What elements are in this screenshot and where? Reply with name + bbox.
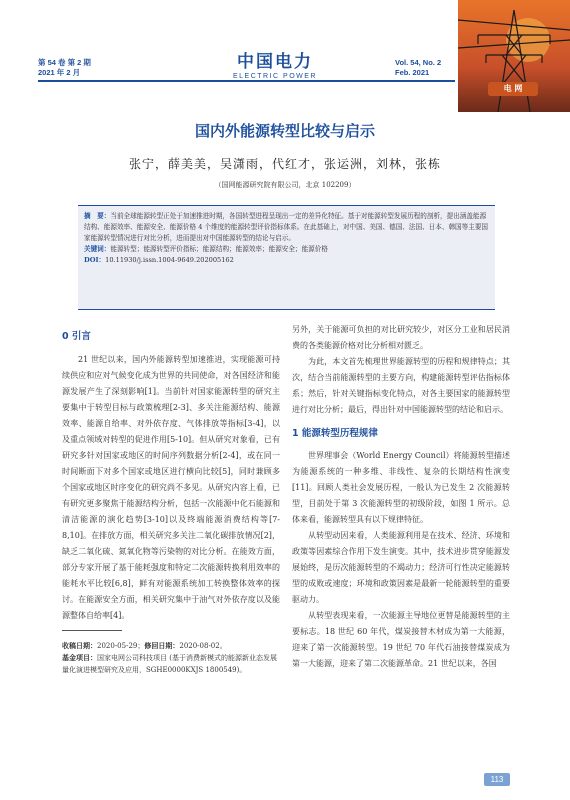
revised-date: 2020-08-02。 — [179, 642, 227, 650]
paragraph-right-1: 另外，关于能源可负担的对比研究较少，对区分工业和居民消费的各类能源价格对比分析相对匮乏。 — [292, 325, 510, 350]
doi-link[interactable]: 10.11930/j.issn.1004-9649.202005162 — [105, 256, 234, 264]
abstract-label: 摘 要： — [84, 212, 111, 220]
journal-name-en: ELECTRIC POWER — [232, 73, 317, 80]
section-heading-1: 1 能源转型历程规律 — [292, 428, 378, 439]
left-column — [62, 352, 280, 624]
power-tower-image — [458, 0, 570, 112]
keywords-label: 关键词： — [84, 245, 111, 253]
date-cn: 2021 年 2 月 — [38, 68, 81, 77]
fund-line — [62, 652, 280, 676]
header-rule — [38, 80, 455, 82]
revised-label: 修回日期： — [144, 641, 180, 650]
doi-label: DOI： — [84, 256, 106, 264]
footnote — [62, 640, 280, 676]
section-heading-0: 0 引言 — [62, 331, 91, 342]
received-date: 2020-05-29； — [97, 642, 145, 650]
abstract-body — [84, 211, 489, 244]
paragraph-right-4: 从转型动因来看，人类能源利用是在技术、经济、环境和政策等因素综合作用下发生演变。其中，技术进步贯穿能源发展始终，是历次能源转型的不竭动力；经济可行性决定能源转型的成败或速度；环境和政策因素是最新一轮能源转型的重要驱动力。 — [292, 531, 510, 604]
abstract-text: 当前全球能源转型正处于加速推进时期，各国转型进程呈现出一定的差异化特征。基于对能源转型发展历程的剖析，提出涵盖能源结构、能源效率、能源安全、能源价格 4 个维度的能源转型评价指标体系。在此基础上，对中国、美国、德国、法国、日本、韩国等主要国家能源转型情况进行对比分析，进而提出对中国能源转型的结论与启示。 — [84, 212, 489, 242]
keywords-text: 能源转型；能源转型评价指标；能源结构；能源效率；能源安全；能源价格 — [110, 245, 328, 253]
header-right — [395, 58, 441, 78]
abstract-box — [78, 205, 495, 310]
fund-text: 国家电网公司科技项目 (基于消费新模式的能源新业态发展量化演进模型研究及应用，SGHE0000KXJS 1800549)。 — [62, 654, 277, 674]
page-number: 113 — [484, 773, 510, 786]
footnote-rule — [62, 630, 122, 631]
keywords — [84, 244, 489, 255]
section-tag: 电 网 — [488, 82, 538, 96]
journal-name-cn: 中国电力 — [237, 52, 313, 71]
fund-label: 基金项目： — [62, 653, 97, 662]
author-affiliation: （国网能源研究院有限公司，北京 102209） — [214, 181, 356, 189]
article-authors: 张宁，薛美美，吴潇雨，代红才，张运洲，刘林，张栋 — [128, 157, 441, 171]
dates-line — [62, 640, 280, 652]
paragraph-left-1: 21 世纪以来，国内外能源转型加速推进，实现能源可持续供应和应对气候变化成为世界的共同使命，对各国经济和能源发展产生了深刻影响[1]。当前针对国家能源转型的研究主要集中于转型目标与政策梳理[2-3]、多关注能源结构、能源效率、能源自给率、对外依存度、气体排放等指标[3-4]，以及重点领域对转型的促进作用[5-10]。但从研究对象看，已有研究多针对国家或地区的时间序列数据分析[2-4]，或在同一时间断面下对多个国家或地区进行横向比较[5]，同时兼顾多个国家或地区时序变化的研究尚不多见。从研究内容上看，已有研究更多聚焦于能源结构分析，包括一次能源中化石能源和清洁能源的演化趋势[3-10]以及终端能源消费结构等[7-8,10]。在排放方面，相关研究多关注二氧化碳排放情况[2]，缺乏二氧化硫、氮氧化物等污染物的对比分析。在能效方面，部分专家开展了基于能耗强度和特定二次能源转换利用效率的能耗水平比较[6,8]，鲜有对能源系统加工转换整体效率的探讨。在能源安全方面，相关研究集中于油气对外依存度以及能源整体自给率[4]。 — [62, 355, 280, 620]
paragraph-right-2: 为此，本文首先梳理世界能源转型的历程和规律特点；其次，结合当前能源转型的主要方向，构建能源转型评估指标体系；然后，针对关键指标变化特点，对各主要国家的能源转型进行对比分析；最后，得出针对中国能源转型的结论和启示。 — [292, 357, 510, 414]
right-column — [292, 322, 510, 672]
issue-cn: 第 54 卷 第 2 期 — [38, 58, 91, 67]
volume-en: Vol. 54, No. 2 — [395, 58, 442, 67]
journal-masthead — [200, 52, 350, 81]
paragraph-right-5: 从转型表现来看，一次能源主导地位更替是能源转型的主要标志。18 世纪 60 年代，煤炭接替木材成为第一大能源，迎来了第一次能源转型。19 世纪 70 年代石油接替煤炭成为第一大能源，迎来了第二次能源革命。21 世纪以来，各国 — [292, 611, 510, 668]
article-title: 国内外能源转型比较与启示 — [194, 122, 375, 140]
received-label: 收稿日期： — [62, 641, 97, 650]
header-left — [38, 58, 91, 78]
date-en: Feb. 2021 — [395, 68, 430, 77]
doi — [84, 255, 489, 266]
paragraph-right-3: 世界理事会（World Energy Council）将能源转型描述为能源系统的一种多维、非线性、复杂的长期结构性演变[11]。回顾人类社会发展历程，一般认为已发生 2 次能源转型，目前处于第 3 次能源转型的初级阶段，如图 1 所示。总体来看，能源转型具有以下规律特征。 — [292, 451, 510, 524]
